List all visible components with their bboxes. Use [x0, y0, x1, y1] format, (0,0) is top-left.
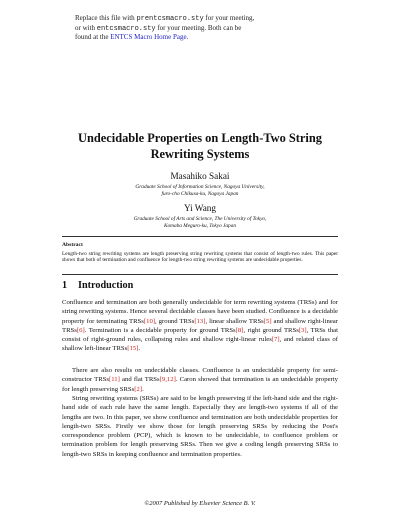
- citation-link[interactable]: [13]: [194, 317, 206, 325]
- notice-line-3: [75, 33, 254, 42]
- section-heading: [62, 280, 133, 291]
- abstract-heading: Abstract: [62, 242, 83, 248]
- citation-link[interactable]: [11]: [108, 376, 120, 384]
- affiliation-line: Komaba Meguro-ku, Tokyo Japan: [164, 222, 236, 229]
- template-notice: [75, 14, 254, 42]
- citation-link[interactable]: [9,12]: [159, 376, 176, 384]
- notice-text: .: [186, 33, 189, 42]
- affiliation-line: Graduate School of Information Science, Nagoya University,: [135, 184, 265, 190]
- section-title: Introduction: [78, 280, 134, 291]
- notice-filename: prentcsmacro.sty: [136, 15, 204, 23]
- citation-link[interactable]: [7]: [271, 336, 280, 344]
- paper-title: [40, 131, 360, 162]
- abstract-bottom-rule: [62, 274, 338, 275]
- notice-text: for your meeting. Both can be: [155, 23, 242, 32]
- author-affiliation: [60, 184, 340, 197]
- paragraph-2: There are also results on undecidable classes. Confluence is an undecidable property for semi-constructor TRSs[11] and flat TRSs[9,12]. Caron showed that termination is an undecidable property for length preserving SRSs[2].: [62, 367, 338, 393]
- citation-link[interactable]: [8]: [235, 326, 244, 334]
- notice-text: or with: [75, 23, 97, 32]
- notice-line-1: [75, 14, 254, 24]
- notice-line-2: [75, 24, 254, 34]
- author-name: Masahiko Sakai: [170, 171, 230, 181]
- citation-link[interactable]: [2]: [134, 385, 143, 393]
- affiliation-line: Graduate School of Arts and Science, The University of Tokyo,: [133, 216, 267, 222]
- section-number: 1: [62, 280, 68, 291]
- citation-link[interactable]: [10]: [143, 317, 156, 325]
- paragraph-1: Confluence and termination are both generally undecidable for term rewriting systems (TRSs) and for string rewriting systems. Hence several decidable classes have been studied. Confluence is a decidable property for terminating TRSs[10], ground TRSs[13], linear shallow TRSs[5] and shallow right-linear TRSs[6]. Termination is a decidable property for ground TRSs[8], right ground TRSs[3], TRSs that consist of right-ground rules, collapsing rules and shallow right-linear rules[7], and related class of shallow left-linear TRSs[15].: [62, 299, 339, 353]
- abstract-top-rule: [62, 236, 338, 237]
- notice-text: Replace this file with: [75, 14, 137, 22]
- notice-filename: entcsmacro.sty: [96, 24, 156, 33]
- citation-link[interactable]: [6]: [76, 326, 85, 334]
- title-line-2: Rewriting Systems: [150, 146, 250, 161]
- citation-link[interactable]: [5]: [263, 317, 272, 325]
- author-name: Yi Wang: [183, 203, 216, 213]
- paragraph-3: String rewriting systems (SRSs) are said to be length preserving if the left-hand side and the right-hand side of each rule have the same length. Especially they are length-two systems if all of the lengths are two. In this paper, we show confluence and termination are both undecidable properties for length-two SRSs. Firstly we show those for length preserving SRSs by reducing the Post's correspondence problem (PCP), which is known to be undecidable, to confluence problem or termination problem for length preserving SRSs. Then we give a coding length preserving SRSs to length-two SRSs in keeping confluence and termination properties.: [62, 395, 338, 458]
- citation-link[interactable]: [3]: [298, 326, 307, 334]
- notice-text: found at the: [75, 33, 111, 42]
- notice-text: for your meeting,: [203, 14, 255, 22]
- abstract-text: Length-two string rewriting systems are length preserving string rewriting systems that consist of length-two rules. This paper shows that both of termination and confluence for length-two string rewriting systems are undecidable properties.: [62, 251, 338, 264]
- copyright-footer: ©2007 Published by Elsevier Science B. V.: [144, 500, 256, 507]
- title-line-1: Undecidable Properties on Length-Two String: [78, 131, 322, 145]
- affiliation-line: furo-cho Chikusa-ku, Nagoya Japan: [161, 190, 239, 197]
- macro-home-page-link[interactable]: ENTCS Macro Home Page: [110, 33, 187, 42]
- author-affiliation: [60, 216, 340, 229]
- citation-link[interactable]: [15]: [127, 345, 139, 353]
